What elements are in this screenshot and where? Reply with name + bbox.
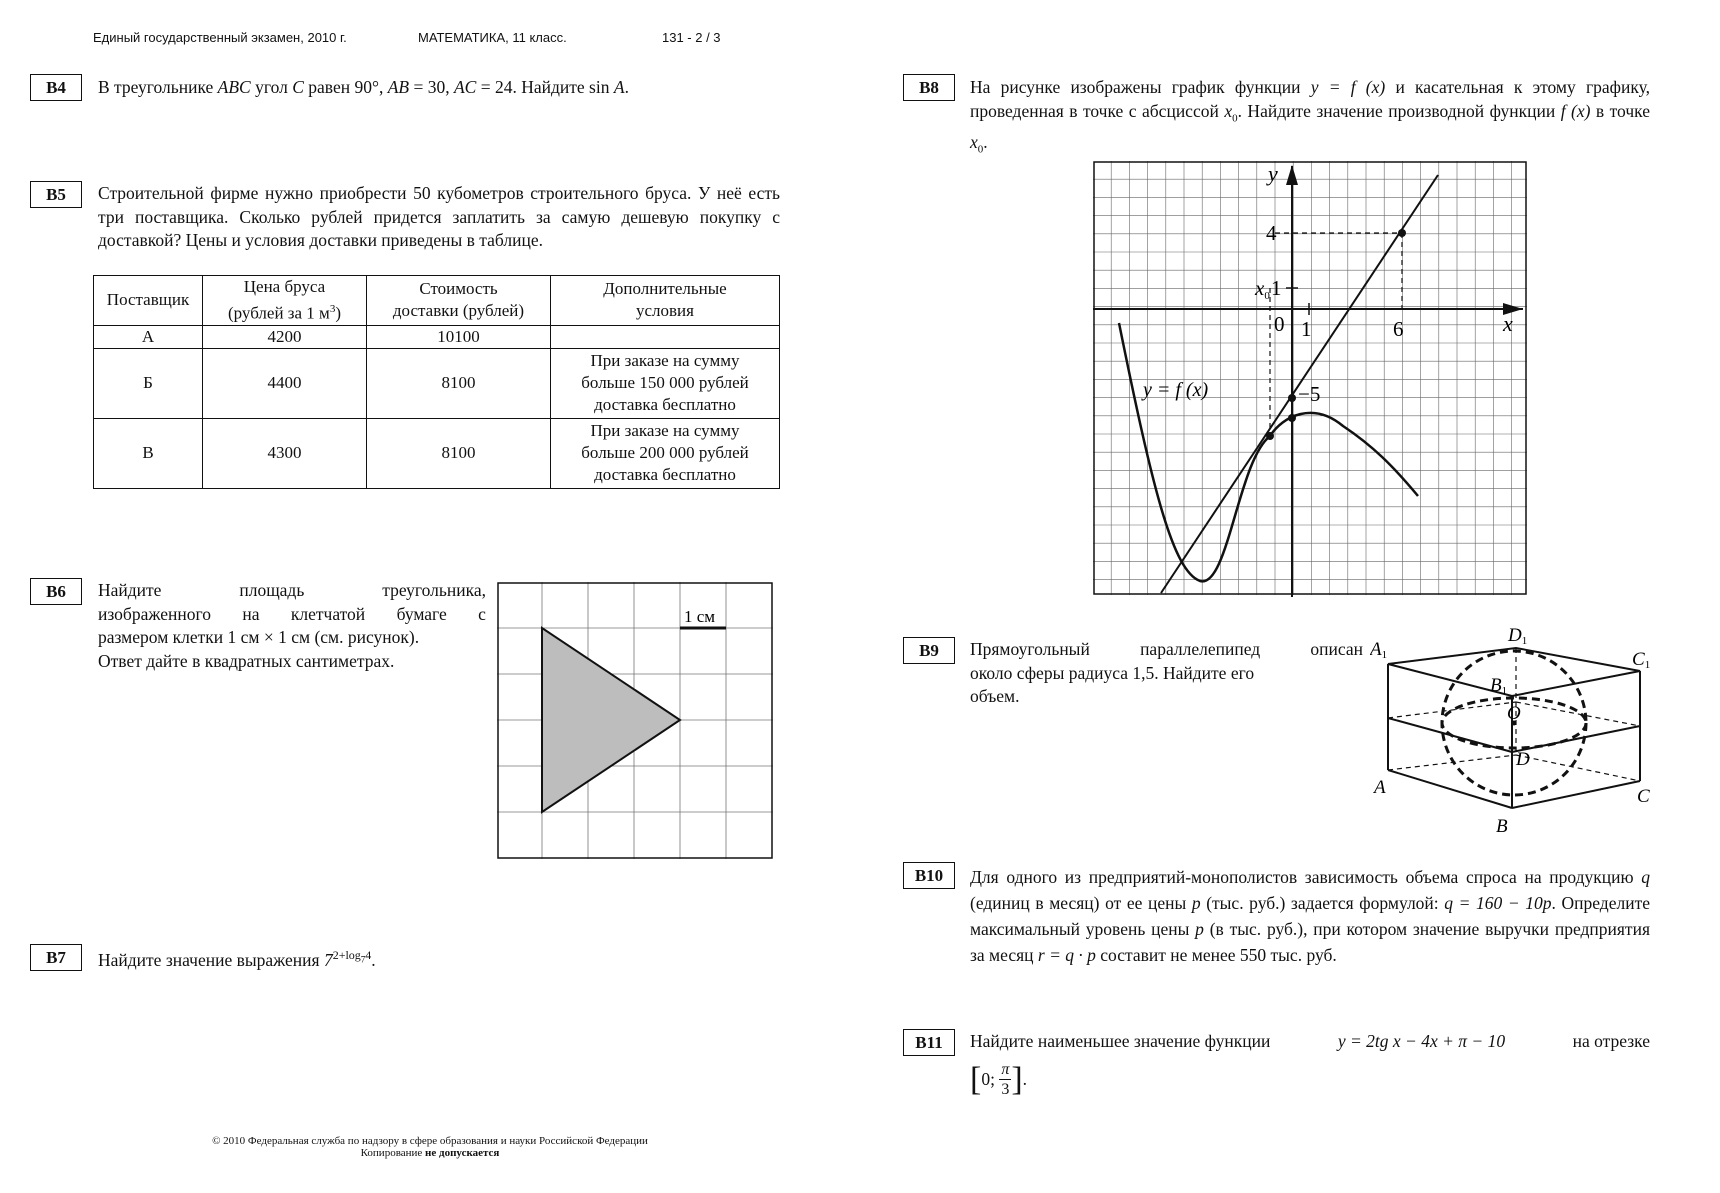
header-left: Единый государственный экзамен, 2010 г. (93, 30, 347, 45)
task-label-b6: B6 (30, 578, 82, 605)
cell-price: 4400 (203, 348, 367, 418)
parallelepiped-figure (1370, 615, 1660, 840)
tick-label-x6: 6 (1393, 317, 1404, 341)
cell-supplier: А (94, 325, 203, 348)
tick-label-y4: 4 (1266, 221, 1277, 245)
th-conditions: Дополнительные условия (551, 276, 780, 326)
cell-conditions (551, 325, 780, 348)
x0-label: x0 (1255, 276, 1270, 302)
task-label-b5: B5 (30, 181, 82, 208)
vertex-d1: D1 (1508, 625, 1528, 647)
function-label: y = f (x) (1143, 379, 1209, 401)
y-axis-arrow (1286, 165, 1298, 185)
cell-supplier: Б (94, 348, 203, 418)
table-row (94, 325, 780, 348)
x-axis-label: x (1503, 311, 1513, 336)
cell-conditions: При заказе на сумму больше 150 000 рублей доставка бесплатно (551, 348, 780, 418)
task-label-b7: B7 (30, 944, 82, 971)
vertex-a: A (1374, 777, 1386, 798)
cell-delivery: 8100 (367, 348, 551, 418)
vertex-a1: A1 (1370, 639, 1388, 661)
value-neg5-label: −5 (1298, 382, 1321, 406)
task-b11-text: Найдите наименьшее значение функции y = 2tg x − 4x + π − 10 на отрезке [0; $\frac{\pi}{3}$ ]. (970, 1031, 1650, 1098)
table-row (94, 348, 780, 418)
center-label: O (1507, 703, 1521, 724)
task-b5-text: Строительной фирме нужно приобрести 50 кубометров строительного бруса. У неё есть три поставщика. Сколько рублей придется заплатить за самую дешевую покупку с доставкой? Цены и условия доставки приведены в таблице. (98, 183, 780, 250)
y-intercept-point (1288, 394, 1296, 402)
th-price: Цена бруса (рублей за 1 $м^3$) (203, 276, 367, 326)
task-label-b11: B11 (903, 1029, 955, 1056)
y-axis-label: y (1268, 161, 1278, 186)
task-label-b8: B8 (903, 74, 955, 101)
task-b8-text: На рисунке изображены график функции y = f (x) и касательная к этому графику, проведенная в точке с абсциссой $x_0$. Найдите значение производной функции f (x) в точке $x_0$. (970, 77, 1650, 155)
triangle-grid-figure (497, 582, 774, 860)
header-subject: МАТЕМАТИКА, 11 класс. (418, 30, 567, 45)
task-b7-text: Найдите значение выражения $7^{2+log_74}$. (98, 948, 376, 970)
th-supplier: Поставщик (94, 276, 203, 326)
vertex-c1: C1 (1632, 649, 1651, 671)
cell-price: 4300 (203, 418, 367, 488)
cell-delivery: 8100 (367, 418, 551, 488)
tick-label-y1: 1 (1271, 276, 1282, 300)
curve-point (1288, 414, 1296, 422)
shaded-triangle (542, 628, 680, 812)
cell-conditions: При заказе на сумму больше 200 000 рублей доставка бесплатно (551, 418, 780, 488)
scale-label: 1 см (684, 607, 716, 626)
table-row (94, 418, 780, 488)
footer-copyright: © 2010 Федеральная служба по надзору в сфере образования и науки Российской Федерации Копирование не допускается (212, 1135, 648, 1159)
task-b4-text: В треугольнике ABC угол C равен 90°, AB = 30, AC = 24. Найдите sin A. (98, 77, 629, 97)
th-delivery: Стоимость доставки (рублей) (367, 276, 551, 326)
cell-delivery: 10100 (367, 325, 551, 348)
task-label-b9: B9 (903, 637, 955, 664)
supplier-table (93, 275, 780, 489)
table-header-row (94, 276, 780, 326)
point-6-4 (1398, 229, 1406, 237)
task-b9-text: Прямоугольный параллелепипед описан около сферы радиуса 1,5. Найдите его объем. (970, 639, 1363, 706)
origin-label: 0 (1274, 312, 1285, 336)
cell-supplier: В (94, 418, 203, 488)
tangent-point (1266, 432, 1274, 440)
function-graph (1093, 161, 1528, 598)
header-page: 131 - 2 / 3 (662, 30, 721, 45)
tick-label-x1: 1 (1301, 317, 1312, 341)
vertex-d: D (1516, 749, 1530, 770)
vertex-c: C (1637, 786, 1650, 807)
task-b6-text: Найдите площадь треугольника, изображенного на клетчатой бумаге с размером клетки 1 см × 1 см (см. рисунок). Ответ дайте в квадратных сантиметрах. (98, 580, 486, 671)
segment-expression: [0; $\frac{\pi}{3}$ ]. (970, 1060, 1028, 1098)
cell-price: 4200 (203, 325, 367, 348)
task-b10-text: Для одного из предприятий-монополистов зависимость объема спроса на продукцию q (единиц в месяц) от ее цены p (тыс. руб.) задается формулой: q = 160 − 10p. Определите максимальный уровень цены p (в тыс. руб.), при котором значение выручки предприятия за месяц r = q · p составит не менее 550 тыс. руб. (970, 867, 1650, 965)
vertex-b: B (1496, 816, 1508, 837)
task-label-b10: B10 (903, 862, 955, 889)
vertex-b1: B1 (1490, 675, 1508, 697)
task-label-b4: B4 (30, 74, 82, 101)
